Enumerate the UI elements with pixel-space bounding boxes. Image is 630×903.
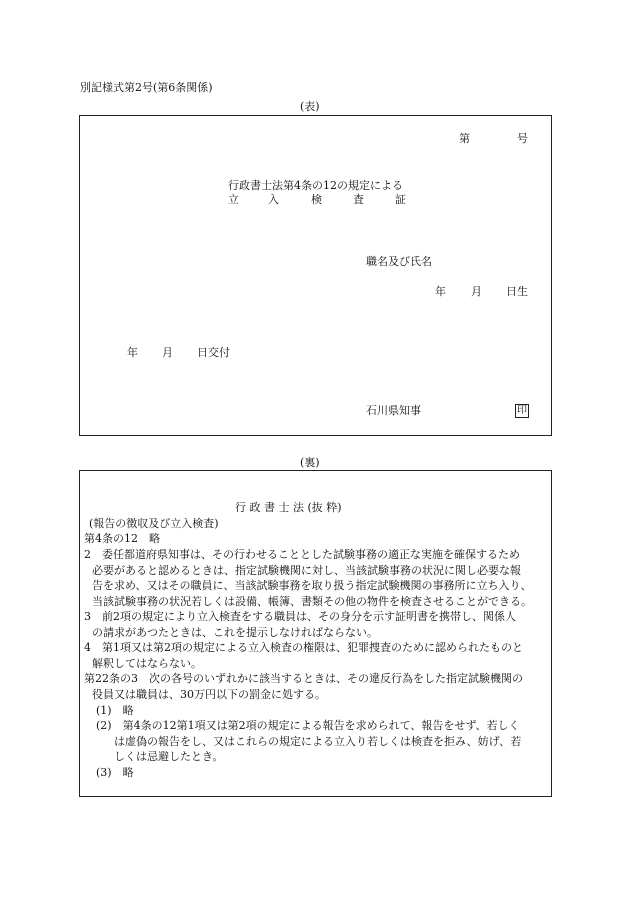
issuer: 石川県知事 (366, 404, 421, 417)
front-card (79, 115, 552, 436)
law-line: 当該試験事務の状況若しくは設備、帳簿、書類その他の物件を検査させることができる。 (92, 595, 532, 608)
law-line: は虚偽の報告をし、又はこれらの規定による立入り若しくは検査を拒み、妨げ、若 (114, 735, 522, 748)
issue-year: 年 (127, 346, 138, 359)
number-dai: 第 (459, 132, 470, 145)
seal-mark: 印 (517, 405, 527, 416)
law-line: (報告の徴収及び立入検査) (89, 517, 219, 530)
birth-year: 年 (435, 285, 446, 298)
birth-day: 日生 (506, 285, 528, 298)
card-title-char: 検 (311, 193, 322, 206)
law-line: (1) 略 (96, 704, 134, 717)
front-side-label: (表) (300, 100, 320, 113)
law-line: 必要があると認めるときは、指定試験機関に対し、当該試験事務の状況に関し必要な報 (92, 564, 521, 577)
law-line: 役員又は職員は、30万円以下の罰金に処する。 (92, 688, 326, 701)
name-label: 職名及び氏名 (366, 255, 432, 268)
back-title: 行 政 書 士 法 (抜 粋) (235, 501, 342, 514)
card-title-char: 証 (395, 193, 406, 206)
law-line: 第4条の12 略 (84, 532, 160, 545)
card-title-line1: 行政書士法第4条の12の規定による (228, 179, 403, 192)
law-line: 4 第1項又は第2項の規定による立入検査の権限は、犯罪捜査のために認められたものと (84, 641, 523, 654)
law-line: しくは忌避したとき。 (114, 750, 224, 763)
law-line: 解釈してはならない。 (92, 657, 202, 670)
law-line: 第22条の3 次の各号のいずれかに該当するときは、その違反行為をした指定試験機関の (84, 672, 523, 685)
birth-month: 月 (471, 285, 482, 298)
law-line: 告を求め、又はその職員に、当該試験事務を取り扱う指定試験機関の事務所に立ち入り、 (92, 579, 532, 592)
card-title-char: 査 (353, 193, 364, 206)
law-line: (3) 略 (96, 766, 134, 779)
law-line: 3 前2項の規定により立入検査をする職員は、その身分を示す証明書を携帯し、関係人 (84, 610, 516, 623)
form-title: 別記様式第2号(第6条関係) (80, 81, 213, 94)
card-title-char: 入 (268, 193, 279, 206)
back-side-label: (裏) (300, 456, 320, 469)
card-title-char: 立 (228, 193, 239, 206)
law-line: 2 委任都道府県知事は、その行わせることとした試験事務の適正な実施を確保するため (84, 548, 520, 561)
law-line: の請求があつたときは、これを提示しなければならない。 (92, 626, 378, 639)
issue-month: 月 (162, 346, 173, 359)
law-line: (2) 第4条の12第1項又は第2項の規定による報告を求められて、報告をせず、若しく (96, 719, 520, 732)
issue-day: 日交付 (197, 346, 230, 359)
number-go: 号 (517, 132, 528, 145)
